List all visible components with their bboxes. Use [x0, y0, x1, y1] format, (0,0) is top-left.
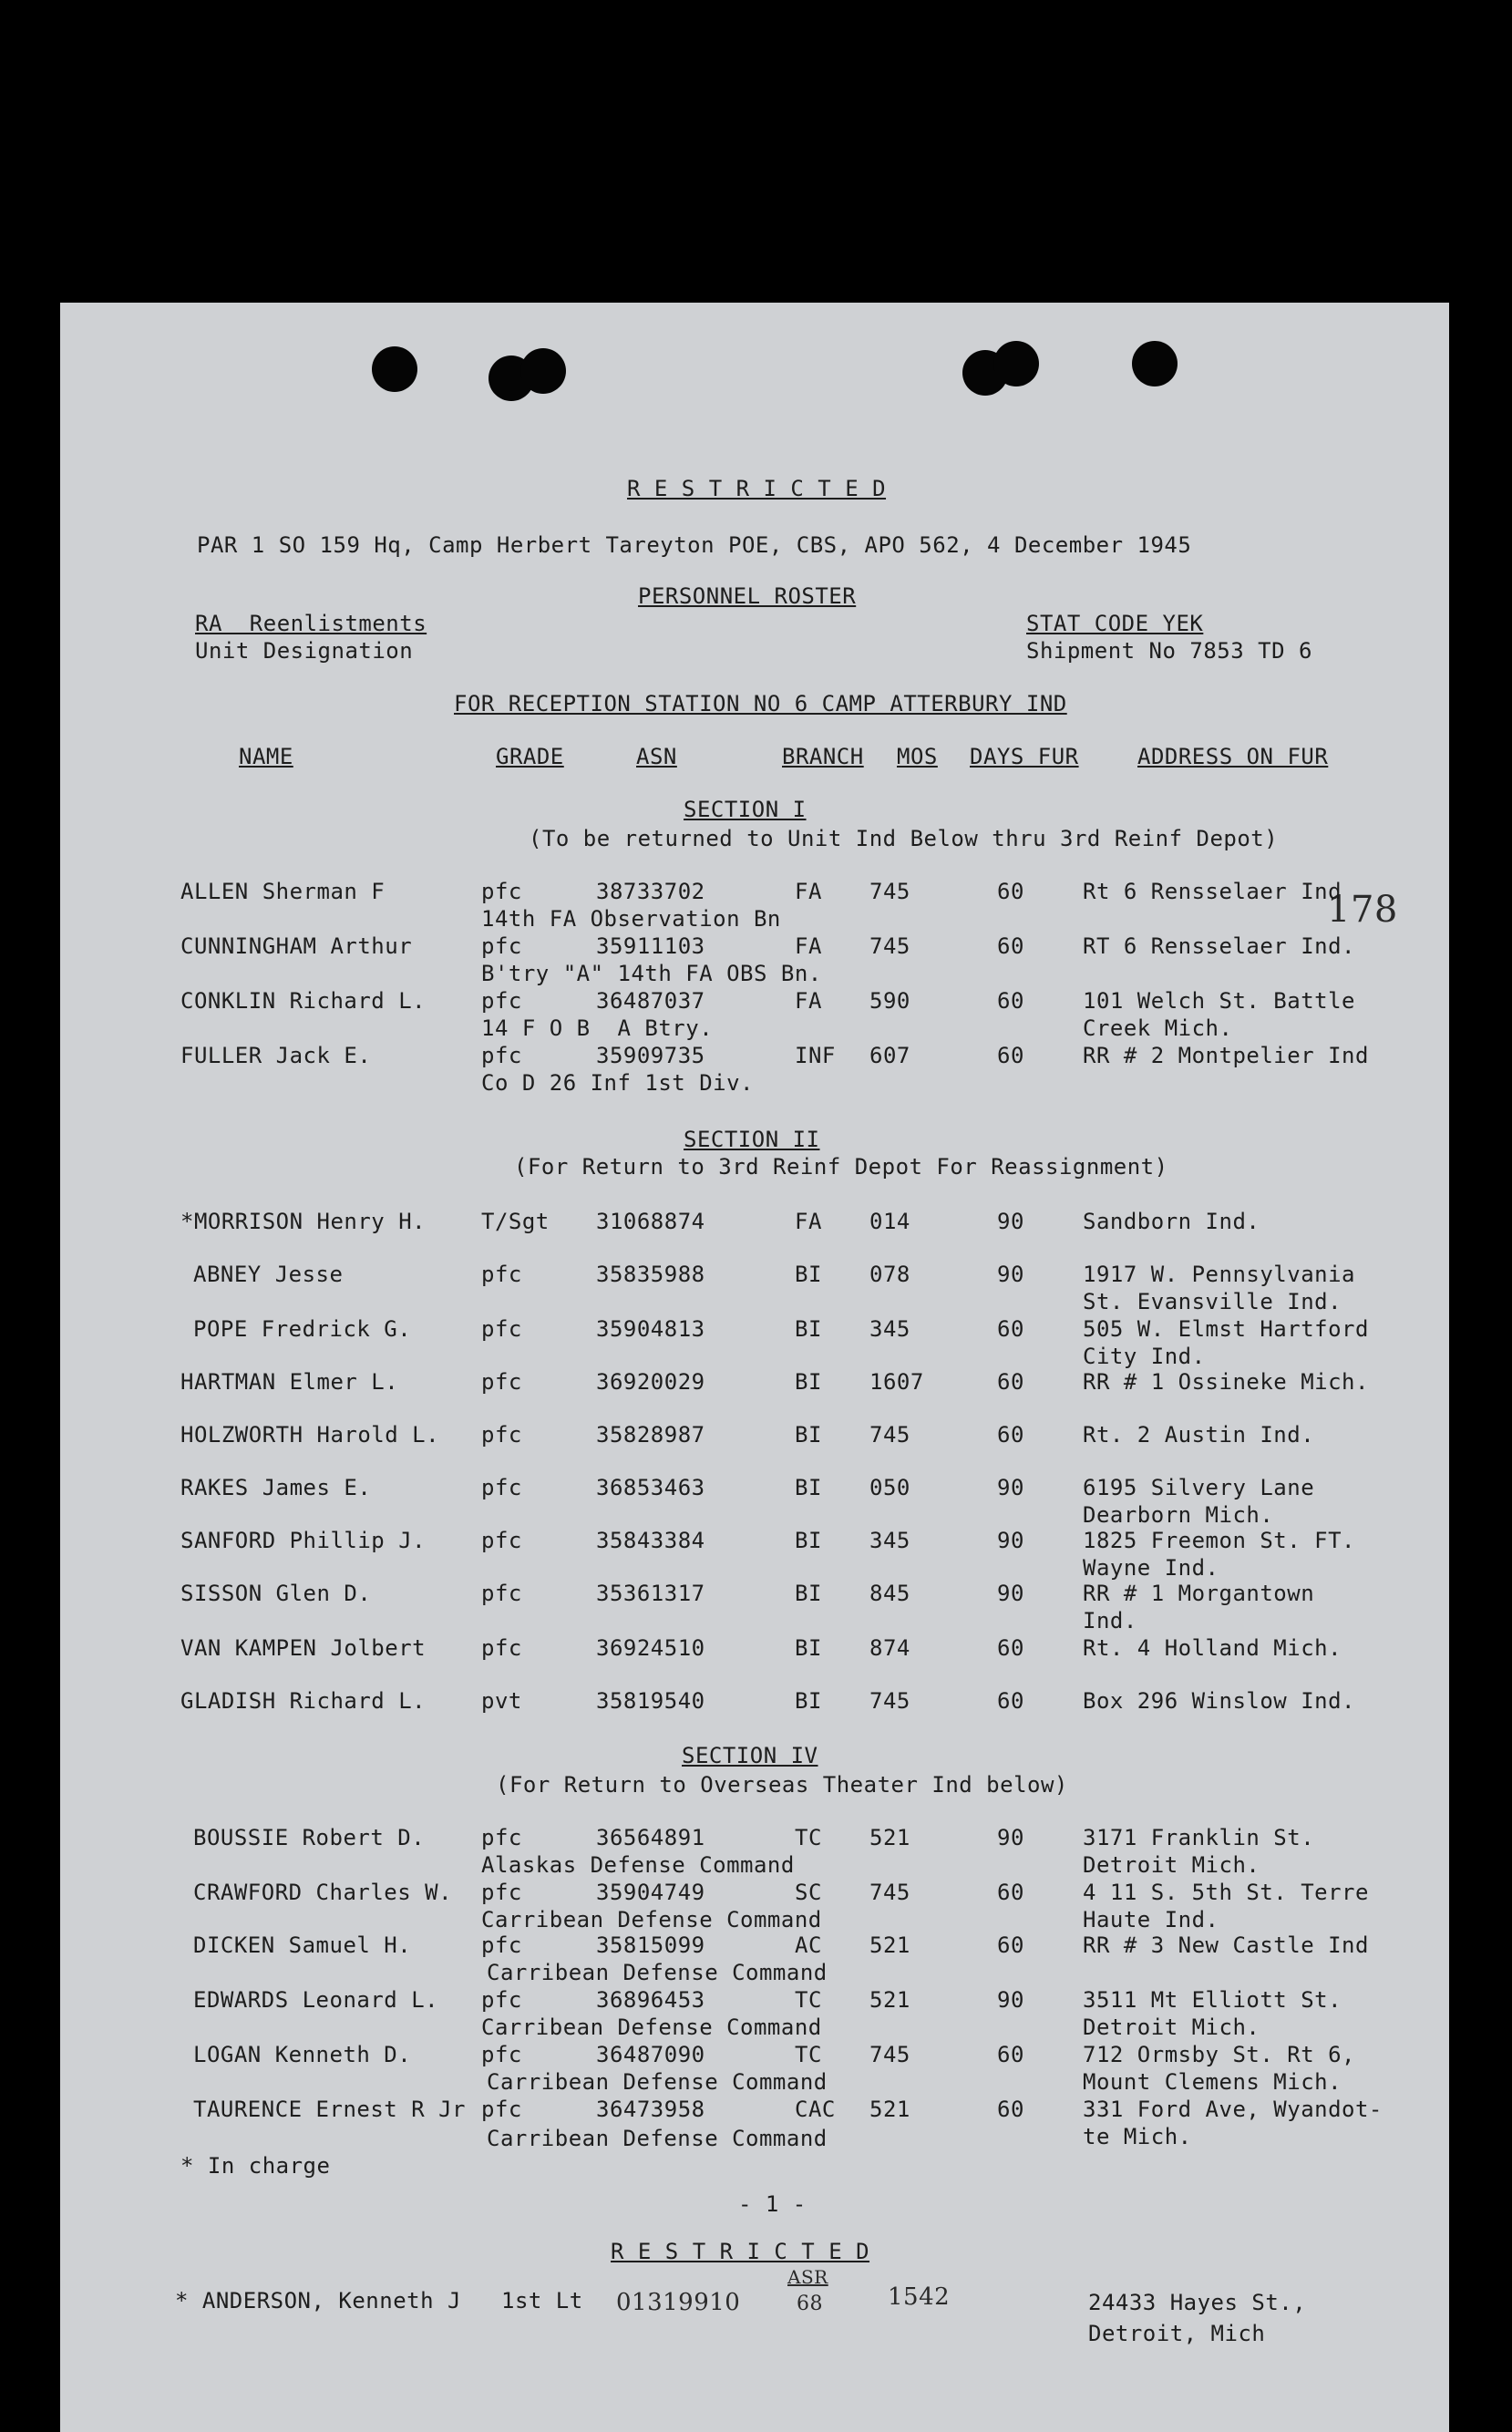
roster-mos: 874	[869, 1635, 910, 1661]
roster-name: HOLZWORTH Harold L.	[180, 1422, 440, 1448]
roster-name: TAURENCE Ernest R Jr	[193, 2097, 466, 2122]
roster-unit: 14 F O B A Btry.	[481, 1015, 714, 1041]
roster-mos: 521	[869, 1987, 910, 2013]
punch-hole	[520, 348, 566, 394]
roster-asn: 35835988	[596, 1262, 705, 1287]
roster-days: 90	[997, 1475, 1024, 1500]
roster-unit: Carribean Defense Command	[481, 2015, 822, 2040]
roster-address: 3511 Mt Elliott St.	[1083, 1987, 1342, 2013]
section-subtitle: (For Return to Overseas Theater Ind below)	[496, 1772, 1068, 1798]
document-sheet	[60, 303, 1449, 2432]
roster-mos: 745	[869, 1880, 910, 1905]
roster-address-2: Detroit Mich.	[1083, 2015, 1260, 2040]
roster-grade: pfc	[481, 2097, 522, 2122]
roster-days: 60	[997, 1316, 1024, 1342]
section-subtitle: (For Return to 3rd Reinf Depot For Reassignment)	[514, 1154, 1168, 1180]
roster-asn: 31068874	[596, 1209, 705, 1234]
roster-name: ABNEY Jesse	[193, 1262, 344, 1287]
roster-address: Sandborn Ind.	[1083, 1209, 1260, 1234]
section-subtitle: (To be returned to Unit Ind Below thru 3rd Reinf Depot)	[529, 826, 1279, 851]
roster-asn: 35843384	[596, 1528, 705, 1553]
roster-name: LOGAN Kenneth D.	[193, 2042, 412, 2067]
roster-address: 331 Ford Ave, Wyandot-	[1083, 2097, 1383, 2122]
roster-address: Rt. 4 Holland Mich.	[1083, 1635, 1342, 1661]
roster-asn: 35828987	[596, 1422, 705, 1448]
shipment-number: Shipment No 7853 TD 6	[1026, 638, 1312, 664]
roster-grade: pvt	[481, 1688, 522, 1714]
section-title: SECTION I	[684, 797, 807, 822]
roster-name: BOUSSIE Robert D.	[193, 1825, 426, 1850]
roster-grade: pfc	[481, 1581, 522, 1606]
roster-title: PERSONNEL ROSTER	[638, 583, 857, 609]
roster-unit: Alaskas Defense Command	[481, 1852, 795, 1878]
roster-grade: pfc	[481, 1262, 522, 1287]
roster-mos: 745	[869, 933, 910, 959]
roster-asn: 35904749	[596, 1880, 705, 1905]
roster-days: 60	[997, 2097, 1024, 2122]
roster-address: RR # 2 Montpelier Ind	[1083, 1043, 1369, 1068]
roster-asn: 36896453	[596, 1987, 705, 2013]
roster-asn: 35815099	[596, 1932, 705, 1958]
roster-asn: 35911103	[596, 933, 705, 959]
roster-days: 90	[997, 1825, 1024, 1850]
roster-grade: pfc	[481, 988, 522, 1014]
roster-days: 90	[997, 1262, 1024, 1287]
orders-line: PAR 1 SO 159 Hq, Camp Herbert Tareyton POE, CBS, APO 562, 4 December 1945	[197, 532, 1192, 558]
roster-unit: Carribean Defense Command	[481, 1907, 822, 1932]
roster-branch: TC	[795, 2042, 822, 2067]
roster-address: 101 Welch St. Battle	[1083, 988, 1355, 1014]
roster-mos: 521	[869, 1932, 910, 1958]
roster-branch: BI	[795, 1262, 822, 1287]
roster-unit: Co D 26 Inf 1st Div.	[481, 1070, 754, 1096]
roster-address: RR # 3 New Castle Ind	[1083, 1932, 1369, 1958]
roster-address-2: Wayne Ind.	[1083, 1555, 1219, 1581]
roster-mos: 345	[869, 1316, 910, 1342]
extra-row-address: 24433 Hayes St.,	[1088, 2290, 1307, 2315]
roster-address-2: St. Evansville Ind.	[1083, 1289, 1342, 1314]
roster-address: 6195 Silvery Lane	[1083, 1475, 1315, 1500]
roster-unit: Carribean Defense Command	[487, 2126, 828, 2151]
roster-name: RAKES James E.	[180, 1475, 372, 1500]
col-address: ADDRESS ON FUR	[1137, 744, 1329, 769]
roster-mos: 1607	[869, 1369, 924, 1395]
roster-asn: 36473958	[596, 2097, 705, 2122]
roster-days: 90	[997, 1528, 1024, 1553]
roster-address-2: Haute Ind.	[1083, 1907, 1219, 1932]
roster-name: GLADISH Richard L.	[180, 1688, 427, 1714]
roster-branch: BI	[795, 1475, 822, 1500]
roster-grade: pfc	[481, 879, 522, 904]
roster-address: Rt 6 Rensselaer Ind	[1083, 879, 1342, 904]
roster-grade: T/Sgt	[481, 1209, 550, 1234]
roster-days: 60	[997, 933, 1024, 959]
roster-address: RR # 1 Ossineke Mich.	[1083, 1369, 1369, 1395]
roster-grade: pfc	[481, 1987, 522, 2013]
roster-unit: 14th FA Observation Bn	[481, 906, 781, 932]
roster-days: 60	[997, 879, 1024, 904]
extra-row-mos: 1542	[888, 2283, 951, 2311]
roster-grade: pfc	[481, 933, 522, 959]
roster-address: RT 6 Rensselaer Ind.	[1083, 933, 1355, 959]
roster-address: 4 11 S. 5th St. Terre	[1083, 1880, 1369, 1905]
restricted-header: R E S T R I C T E D	[627, 476, 887, 501]
roster-days: 60	[997, 1369, 1024, 1395]
roster-asn: 36487037	[596, 988, 705, 1014]
section-title: SECTION IV	[682, 1743, 818, 1768]
unit-designation-value: RA Reenlistments	[195, 611, 427, 636]
roster-asn: 35361317	[596, 1581, 705, 1606]
roster-address-2: Ind.	[1083, 1608, 1137, 1633]
roster-branch: BI	[795, 1635, 822, 1661]
roster-name: CRAWFORD Charles W.	[193, 1880, 453, 1905]
roster-branch: TC	[795, 1987, 822, 2013]
page-number: - 1 -	[738, 2191, 807, 2217]
col-grade: GRADE	[496, 744, 564, 769]
extra-row-asr-label: ASR	[787, 2266, 828, 2288]
roster-unit: B'try "A" 14th FA OBS Bn.	[481, 961, 822, 986]
roster-name: CUNNINGHAM Arthur	[180, 933, 413, 959]
roster-mos: 521	[869, 2097, 910, 2122]
roster-branch: FA	[795, 1209, 822, 1234]
extra-row-asn: 01319910	[616, 2289, 741, 2316]
roster-asn: 36853463	[596, 1475, 705, 1500]
roster-grade: pfc	[481, 1422, 522, 1448]
roster-name: POPE Fredrick G.	[193, 1316, 412, 1342]
roster-unit: Carribean Defense Command	[487, 1960, 828, 1985]
roster-address-2: te Mich.	[1083, 2124, 1192, 2149]
roster-mos: 078	[869, 1262, 910, 1287]
roster-branch: BI	[795, 1581, 822, 1606]
roster-name: SANFORD Phillip J.	[180, 1528, 427, 1553]
roster-address-2: Detroit Mich.	[1083, 1852, 1260, 1878]
roster-grade: pfc	[481, 1635, 522, 1661]
roster-mos: 745	[869, 879, 910, 904]
roster-name: VAN KAMPEN Jolbert	[180, 1635, 427, 1661]
punch-hole	[993, 341, 1039, 386]
roster-days: 60	[997, 988, 1024, 1014]
unit-designation-caption: Unit Designation	[195, 638, 414, 664]
roster-mos: 845	[869, 1581, 910, 1606]
roster-branch: AC	[795, 1932, 822, 1958]
punch-hole	[372, 346, 417, 392]
roster-address-2: Mount Clemens Mich.	[1083, 2069, 1342, 2095]
roster-grade: pfc	[481, 1043, 522, 1068]
roster-name: CONKLIN Richard L.	[180, 988, 427, 1014]
roster-asn: 36564891	[596, 1825, 705, 1850]
col-asn: ASN	[636, 744, 677, 769]
roster-grade: pfc	[481, 2042, 522, 2067]
roster-grade: pfc	[481, 1316, 522, 1342]
roster-address: Box 296 Winslow Ind.	[1083, 1688, 1355, 1714]
col-name: NAME	[239, 744, 293, 769]
roster-address: 712 Ormsby St. Rt 6,	[1083, 2042, 1355, 2067]
roster-mos: 050	[869, 1475, 910, 1500]
roster-grade: pfc	[481, 1369, 522, 1395]
roster-name: SISSON Glen D.	[180, 1581, 372, 1606]
roster-branch: BI	[795, 1422, 822, 1448]
roster-mos: 014	[869, 1209, 910, 1234]
roster-branch: CAC	[795, 2097, 836, 2122]
roster-days: 60	[997, 1688, 1024, 1714]
roster-branch: TC	[795, 1825, 822, 1850]
stat-code: STAT CODE YEK	[1026, 611, 1204, 636]
roster-address: Rt. 2 Austin Ind.	[1083, 1422, 1315, 1448]
destination-line: FOR RECEPTION STATION NO 6 CAMP ATTERBURY IND	[454, 691, 1067, 716]
roster-address: 505 W. Elmst Hartford	[1083, 1316, 1369, 1342]
roster-address: 1825 Freemon St. FT.	[1083, 1528, 1355, 1553]
roster-branch: BI	[795, 1688, 822, 1714]
roster-name: EDWARDS Leonard L.	[193, 1987, 439, 2013]
roster-asn: 36920029	[596, 1369, 705, 1395]
extra-row-address-2: Detroit, Mich	[1088, 2321, 1266, 2346]
roster-asn: 35819540	[596, 1688, 705, 1714]
roster-branch: INF	[795, 1043, 836, 1068]
roster-mos: 745	[869, 2042, 910, 2067]
roster-name: FULLER Jack E.	[180, 1043, 372, 1068]
punch-hole	[1132, 341, 1178, 386]
roster-grade: pfc	[481, 1880, 522, 1905]
roster-address-2: City Ind.	[1083, 1344, 1206, 1369]
col-branch: BRANCH	[782, 744, 864, 769]
roster-mos: 521	[869, 1825, 910, 1850]
roster-days: 60	[997, 1422, 1024, 1448]
roster-name: DICKEN Samuel H.	[193, 1932, 412, 1958]
col-days-fur: DAYS FUR	[970, 744, 1079, 769]
in-charge-note: * In charge	[180, 2153, 331, 2179]
roster-days: 90	[997, 1209, 1024, 1234]
roster-asn: 36487090	[596, 2042, 705, 2067]
roster-mos: 745	[869, 1422, 910, 1448]
restricted-footer: R E S T R I C T E D	[611, 2239, 870, 2264]
extra-row-name: * ANDERSON, Kenneth J	[175, 2288, 461, 2313]
roster-address-2: Dearborn Mich.	[1083, 1502, 1274, 1528]
roster-mos: 607	[869, 1043, 910, 1068]
roster-days: 90	[997, 1581, 1024, 1606]
roster-unit: Carribean Defense Command	[487, 2069, 828, 2095]
roster-asn: 35909735	[596, 1043, 705, 1068]
roster-name: HARTMAN Elmer L.	[180, 1369, 399, 1395]
roster-mos: 590	[869, 988, 910, 1014]
roster-branch: FA	[795, 879, 822, 904]
roster-mos: 345	[869, 1528, 910, 1553]
roster-asn: 38733702	[596, 879, 705, 904]
roster-asn: 35904813	[596, 1316, 705, 1342]
roster-branch: FA	[795, 933, 822, 959]
roster-address-2: Creek Mich.	[1083, 1015, 1233, 1041]
roster-days: 60	[997, 1043, 1024, 1068]
handwritten-number: 178	[1327, 889, 1398, 931]
roster-address: 3171 Franklin St.	[1083, 1825, 1315, 1850]
roster-branch: SC	[795, 1880, 822, 1905]
roster-name: ALLEN Sherman F	[180, 879, 386, 904]
roster-branch: FA	[795, 988, 822, 1014]
roster-grade: pfc	[481, 1475, 522, 1500]
roster-days: 60	[997, 1635, 1024, 1661]
roster-grade: pfc	[481, 1825, 522, 1850]
col-mos: MOS	[897, 744, 938, 769]
roster-days: 60	[997, 2042, 1024, 2067]
section-title: SECTION II	[684, 1127, 820, 1152]
roster-days: 60	[997, 1880, 1024, 1905]
roster-branch: BI	[795, 1528, 822, 1553]
extra-row-grade: 1st Lt	[501, 2288, 583, 2313]
roster-branch: BI	[795, 1316, 822, 1342]
roster-grade: pfc	[481, 1528, 522, 1553]
roster-days: 60	[997, 1932, 1024, 1958]
roster-address: RR # 1 Morgantown	[1083, 1581, 1315, 1606]
roster-mos: 745	[869, 1688, 910, 1714]
extra-row-asr-value: 68	[797, 2293, 823, 2315]
roster-grade: pfc	[481, 1932, 522, 1958]
roster-asn: 36924510	[596, 1635, 705, 1661]
roster-name: *MORRISON Henry H.	[180, 1209, 427, 1234]
roster-address: 1917 W. Pennsylvania	[1083, 1262, 1355, 1287]
roster-branch: BI	[795, 1369, 822, 1395]
roster-days: 90	[997, 1987, 1024, 2013]
